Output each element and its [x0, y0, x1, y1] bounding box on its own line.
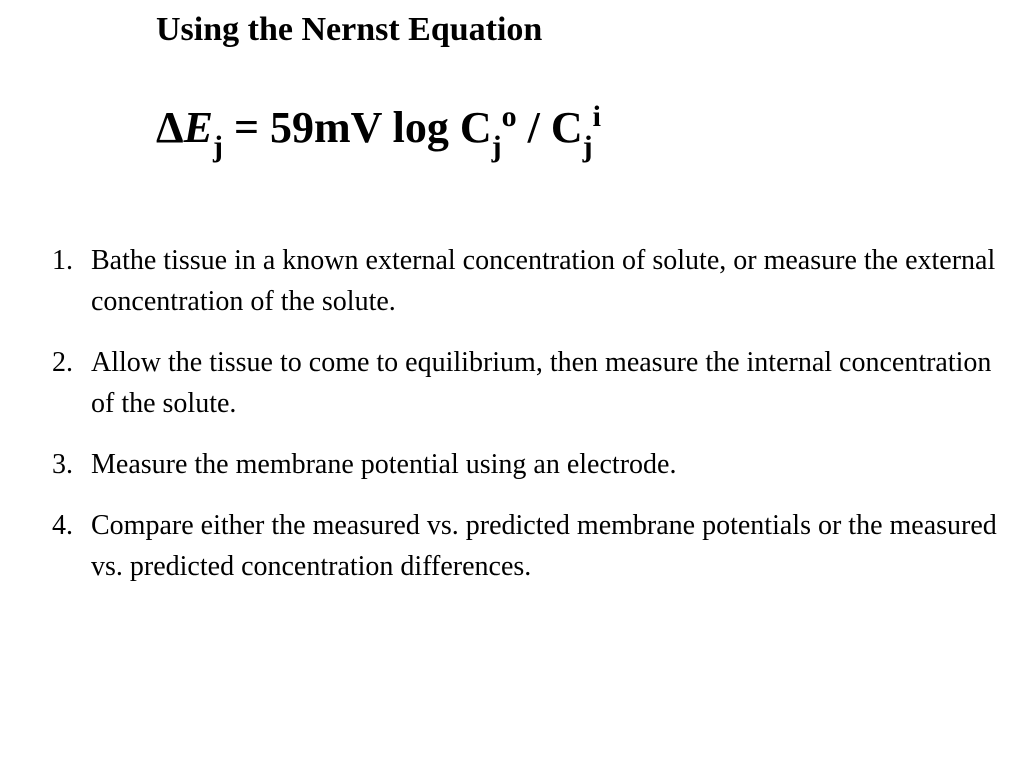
nernst-equation: [156, 96, 601, 165]
step-item: [52, 240, 1012, 322]
step-text: Bathe tissue in a known external concentration of solute, or measure the external concentration of the solute.: [91, 245, 996, 317]
potential-symbol: E: [183, 103, 213, 152]
superscript-o: o: [501, 100, 517, 133]
step-text: Allow the tissue to come to equilibrium, then measure the internal concentration of the solute.: [91, 347, 992, 419]
superscript-i: i: [592, 100, 602, 133]
step-item: [52, 342, 1012, 424]
step-number: 2.: [52, 347, 73, 378]
step-item: [52, 505, 1012, 587]
step-number: 1.: [52, 245, 73, 276]
step-number: 3.: [52, 449, 73, 480]
subscript-j-outside: j: [491, 130, 502, 163]
procedure-steps: [52, 240, 1012, 607]
slide-title: Using the Nernst Equation: [156, 11, 543, 48]
delta-symbol: Δ: [156, 103, 184, 152]
subscript-j-inside: j: [582, 130, 593, 163]
step-item: [52, 444, 1012, 485]
subscript-j-potential: j: [212, 130, 223, 163]
step-text: Measure the membrane potential using an electrode.: [91, 449, 677, 480]
step-text: Compare either the measured vs. predicted membrane potentials or the measured vs. predicted concentration differences.: [91, 510, 997, 582]
step-number: 4.: [52, 510, 73, 541]
equation-middle-text: = 59mV log C: [222, 103, 492, 152]
equation-divider-text: / C: [516, 103, 583, 152]
